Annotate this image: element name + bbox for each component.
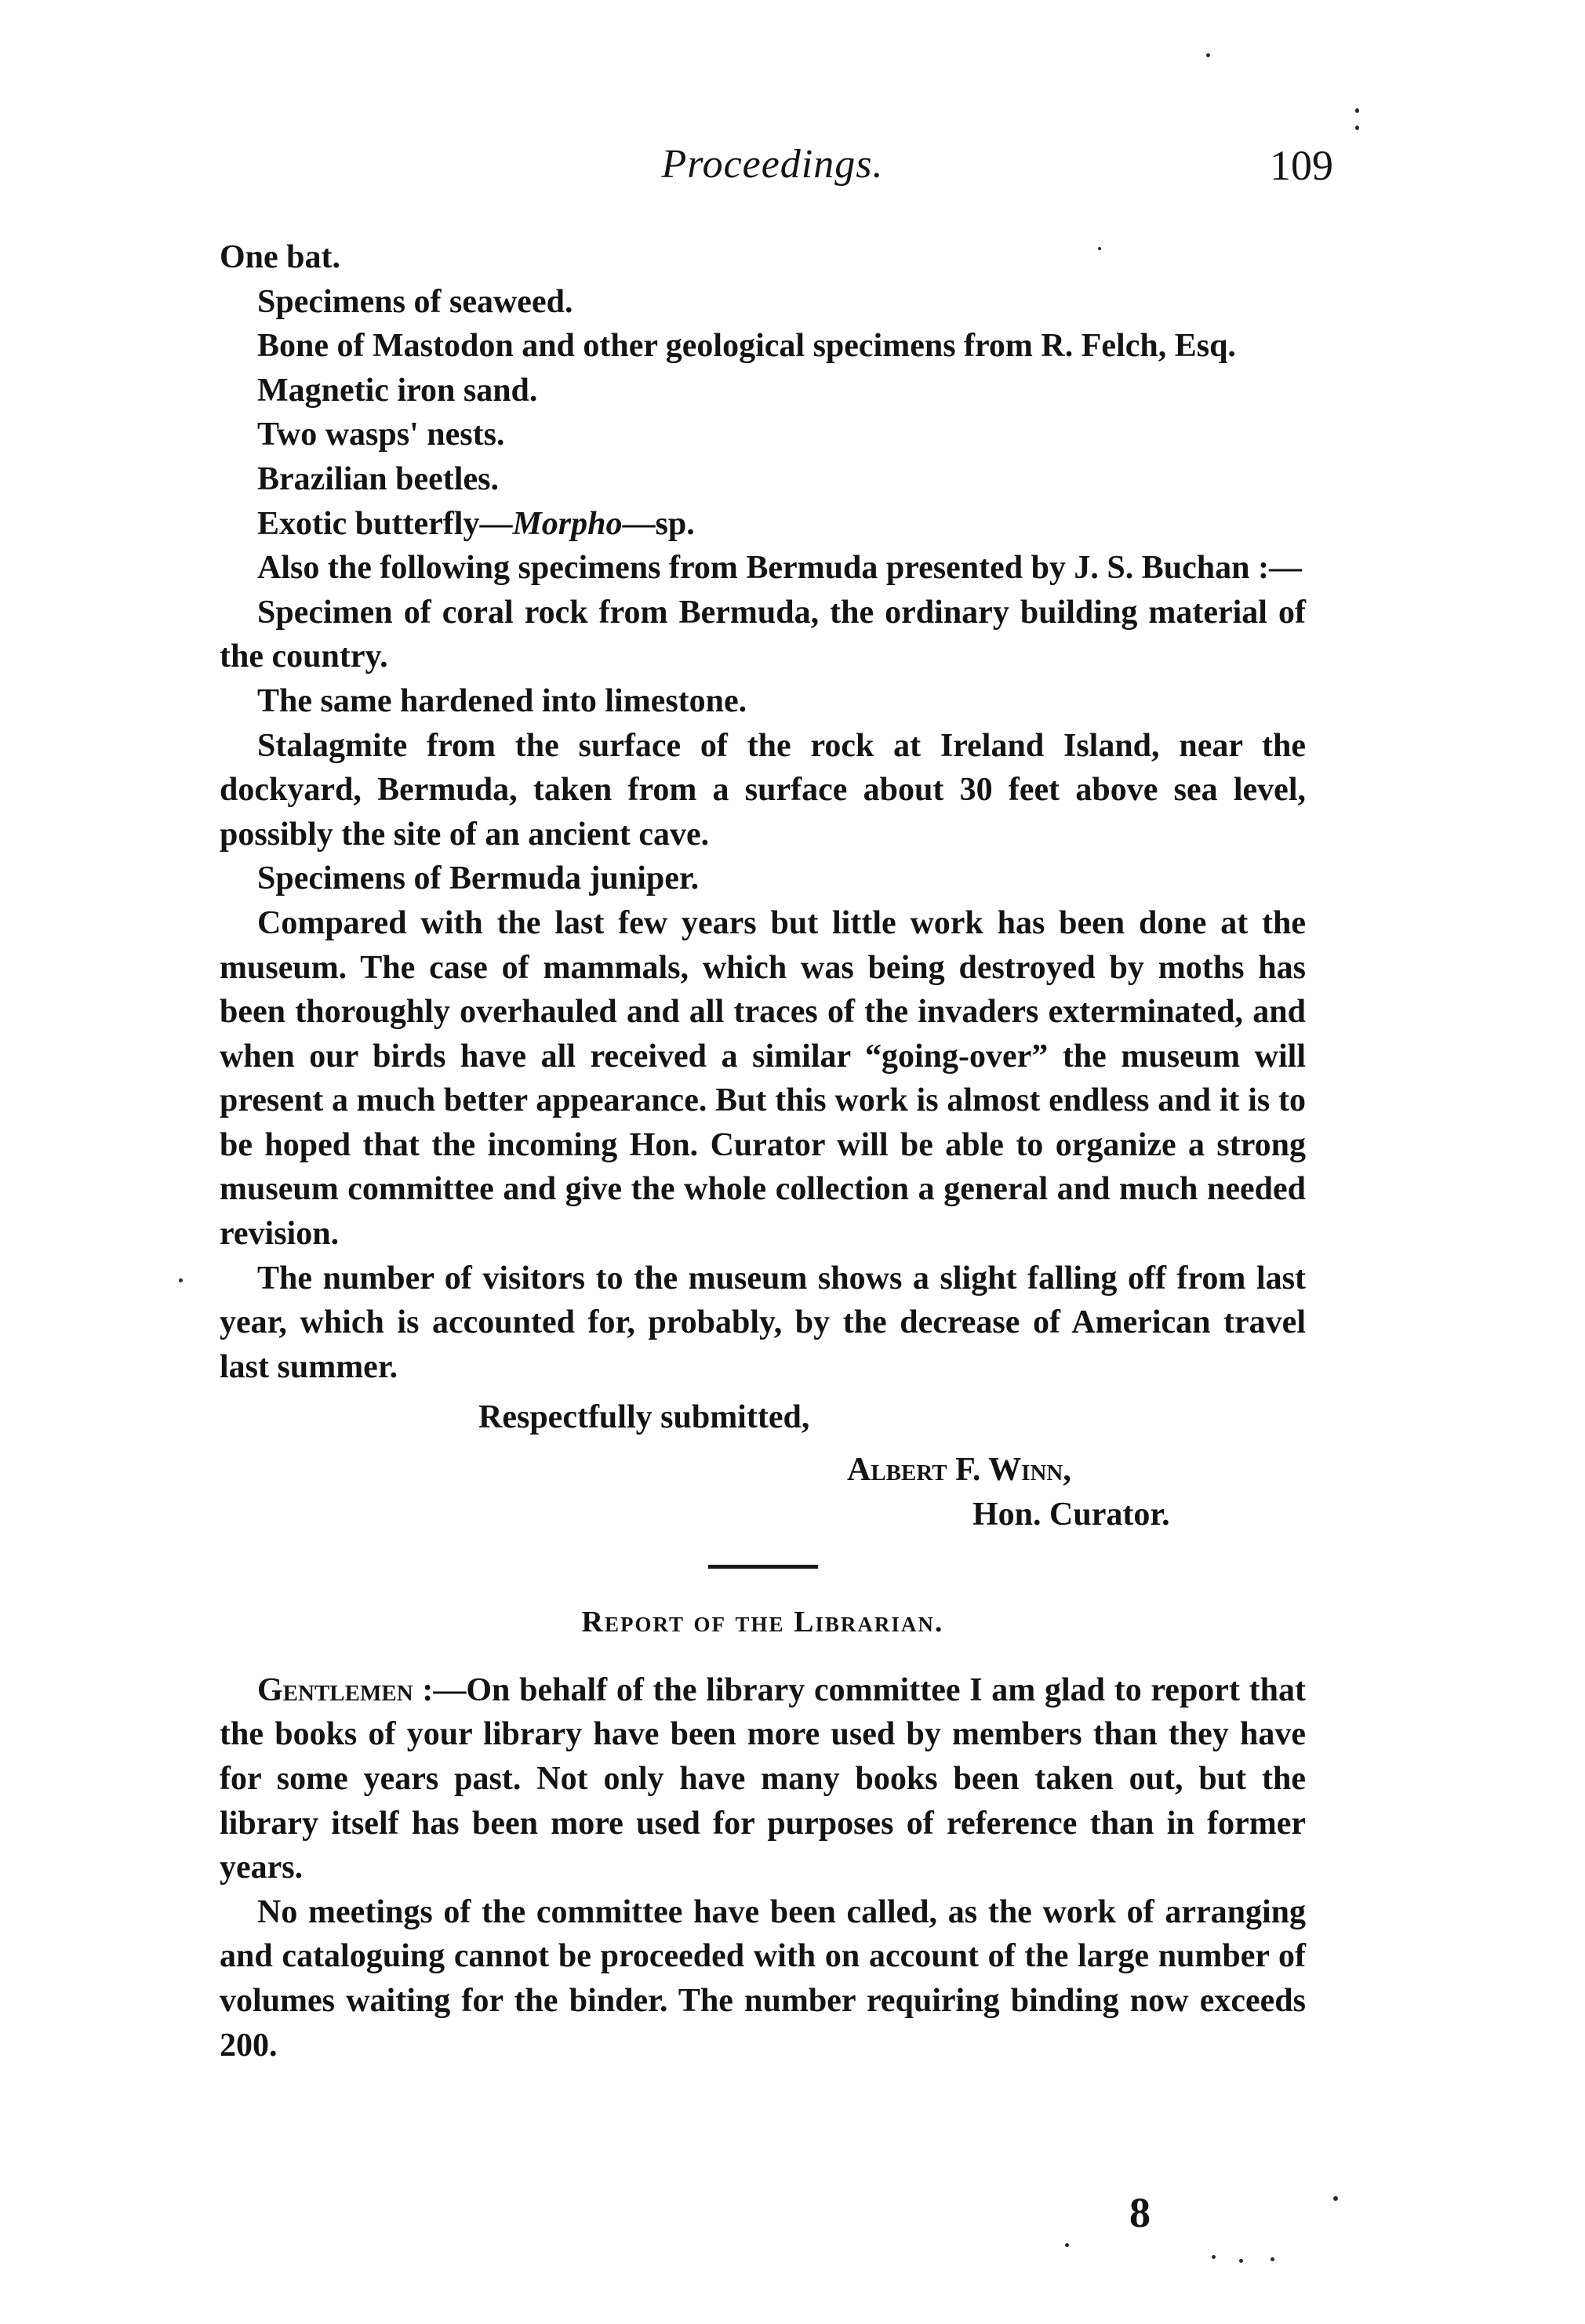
list-item: Brazilian beetles. xyxy=(257,460,499,497)
paragraph: The number of visitors to the museum shows a slight falling off from last year, which is accounted for, probably, by the decrease of American travel last summer. xyxy=(220,1260,1306,1385)
list-item-butterfly xyxy=(220,502,1306,547)
scan-speck xyxy=(1212,2255,1216,2259)
paragraph: Compared with the last few years but little work has been done at the museum. The case of mammals, which was being destroyed by moths has been thoroughly overhauled and all traces of the invaders exterminated, and when our birds have all received a similar “going-over” the museum will present a much better appearance. But this work is almost endless and it is to be hoped that the incoming Hon. Curator will be able to organize a strong museum committee and give the whole collection a general and much needed revision. xyxy=(220,904,1306,1253)
bermuda-item: Stalagmite from the surface of the rock at Ireland Island, near the dockyard, Bermuda, taken from a surface about 30 feet above sea level, possibly the site of an ancient cave. xyxy=(220,727,1306,853)
section-heading: Report of the Librarian. xyxy=(581,1606,944,1639)
list-item: Specimens of seaweed. xyxy=(257,283,573,320)
butterfly-genus: Morpho xyxy=(512,505,623,542)
scan-speck xyxy=(179,1278,183,1282)
page-body xyxy=(220,235,1306,2068)
running-header xyxy=(212,141,1333,212)
bermuda-item: Specimens of Bermuda juniper. xyxy=(257,860,700,897)
scan-speck xyxy=(1355,125,1359,130)
running-title: Proceedings. xyxy=(661,142,884,187)
salutation: Gentlemen xyxy=(257,1671,413,1708)
page-number: 109 xyxy=(1270,142,1333,189)
librarian-paragraph: No meetings of the committee have been called, as the work of arranging and cataloguing cannot be proceeded with on account of the large number of volumes waiting for the binder. The number requiring binding now exceeds 200. xyxy=(220,1893,1306,2064)
section-divider xyxy=(708,1565,818,1569)
scan-speck xyxy=(1271,2257,1274,2261)
list-item: Two wasps' nests. xyxy=(257,416,505,453)
scan-speck xyxy=(1206,53,1210,57)
scan-speck xyxy=(1239,2259,1243,2263)
scan-speck xyxy=(1098,247,1101,250)
scan-speck xyxy=(1355,108,1359,113)
bermuda-intro: Also the following specimens from Bermuda presented by J. S. Buchan :— xyxy=(257,550,1303,587)
signature-mark: 8 xyxy=(1129,2189,1151,2236)
signature-closing: Respectfully submitted, xyxy=(478,1399,810,1436)
bermuda-item: Specimen of coral rock from Bermuda, the ordinary building material of the country. xyxy=(220,594,1306,675)
butterfly-suffix: —sp. xyxy=(622,505,695,542)
signature-name: Albert F. Winn, xyxy=(847,1452,1071,1489)
list-item: One bat. xyxy=(220,239,341,275)
scan-speck xyxy=(1333,2196,1338,2201)
list-item: Bone of Mastodon and other geological specimens from R. Felch, Esq. xyxy=(257,328,1236,365)
librarian-paragraph xyxy=(220,1668,1306,1890)
signature-title: Hon. Curator. xyxy=(972,1496,1170,1533)
bermuda-item: The same hardened into limestone. xyxy=(257,682,747,719)
librarian-paragraph-text: :—On behalf of the library committee I am glad to report that the books of your library have been more used by members than they have for some years past. Not only have many books been taken out, but the library itself has been more used for purposes of reference than in former years. xyxy=(220,1671,1306,1886)
list-item: Magnetic iron sand. xyxy=(257,372,538,409)
scan-speck xyxy=(1065,2243,1069,2247)
butterfly-prefix: Exotic butterfly— xyxy=(257,505,513,542)
